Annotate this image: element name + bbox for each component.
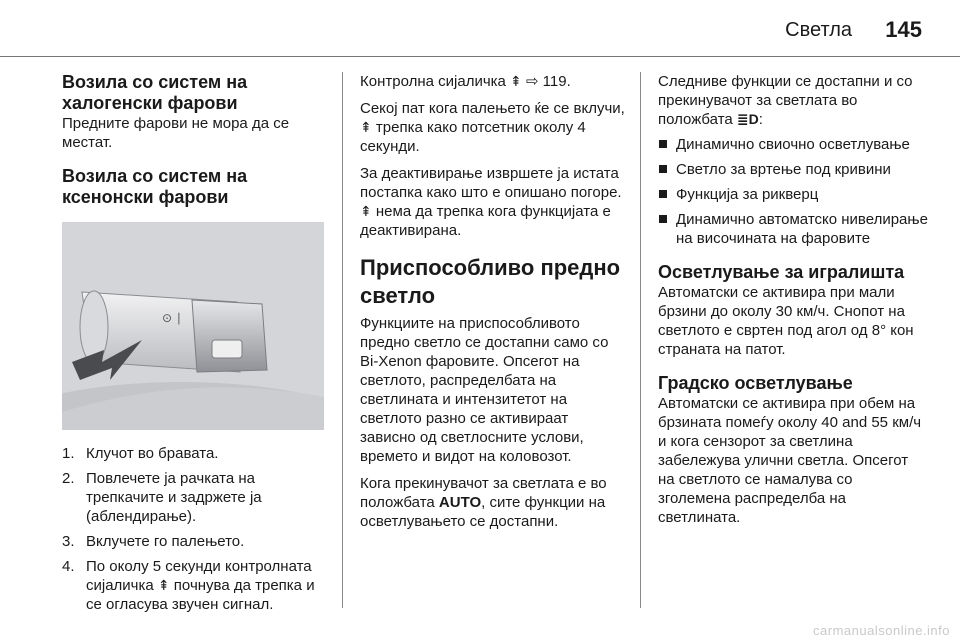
list-item: Динамично автоматско нивелирање на височината на фаровите — [658, 210, 928, 248]
bullet-icon — [659, 215, 667, 223]
step-2: 2. Повлечете ја рачката на трепкачите и задржете ја (аблендирање). — [62, 470, 262, 525]
column-middle — [360, 72, 628, 531]
paragraph-adaptive-intro: Функциите на приспособливото предно светло се достапни само со Bi-Xenon фаровите. Опсегот на светлото, распределбата на светлината и интензитетот на светлото разно се активираат зависно од светлосните услови, времето и видот на коловозот. — [360, 315, 609, 465]
low-beam-icon: ≣D — [736, 111, 759, 127]
illustration-lever — [62, 222, 324, 430]
column-right — [658, 72, 928, 527]
auto-label: AUTO — [438, 494, 482, 511]
step-1: 1. Клучот во бравата. — [62, 445, 219, 462]
bullet-icon — [659, 165, 667, 173]
heading-city-lighting: Градско осветлување — [658, 373, 853, 393]
bullet-icon — [659, 190, 667, 198]
procedure-steps — [62, 444, 324, 614]
column-divider-1 — [342, 72, 343, 608]
step-3: 3. Вклучете го палењето. — [62, 533, 245, 550]
paragraph-playground-lighting: Автоматски се активира при мали брзини до околу 30 км/ч. Снопот на светлото е свртен под агол од 8° кон страната на патот. — [658, 284, 914, 358]
heading-xenon: Возила со систем на ксенонски фарови — [62, 166, 248, 207]
heading-adaptive-light: Приспособливо предно светло — [360, 255, 621, 308]
column-divider-2 — [640, 72, 641, 608]
lever-illustration-svg — [62, 222, 324, 430]
headlight-range-icon: ⇞ — [157, 577, 170, 593]
column-left — [62, 72, 324, 620]
list-item: Светло за вртење под кривини — [658, 160, 928, 179]
paragraph-halogen: Предните фарови не мора да се местат. — [62, 115, 290, 151]
paragraph-functions-intro: Следниве функции се достапни и со прекинувачот за светлата во положбата ≣D: — [658, 73, 913, 128]
page-number: 145 — [885, 17, 922, 42]
headlight-range-icon: ⇞ — [510, 73, 522, 89]
paragraph-auto-position: Кога прекинувачот за светлата е во положбата AUTO, сите функции на осветлувањето се достапни. — [360, 475, 607, 530]
list-item: Функција за рикверц — [658, 185, 928, 204]
list-item: Динамично свиочно осветлување — [658, 135, 928, 154]
watermark: carmanualsonline.info — [813, 623, 950, 638]
paragraph-deactivate: За деактивирање извршете ја истата постапка како што е опишано погоре. ⇞ нема да трепка кога функцијата е деактивирана. — [360, 165, 622, 239]
headlight-range-icon: ⇞ — [360, 203, 372, 219]
functions-list — [658, 135, 928, 248]
heading-halogen: Возила со систем на халогенски фарови — [62, 72, 248, 113]
heading-playground-lighting: Осветлување за игралишта — [658, 262, 905, 282]
step-4: 4. По околу 5 секунди контролната сијаличка ⇞ почнува да трепка и се огласува звучен сигнал. — [62, 558, 315, 613]
header-rule — [0, 56, 960, 57]
page-footer — [0, 618, 960, 642]
chapter-title: Светла — [785, 19, 852, 41]
svg-text:⊙ ∣: ⊙ ∣ — [162, 311, 182, 325]
paragraph-reminder: Секој пат кога палењето ќе се вклучи, ⇞ трепка како потсетник околу 4 секунди. — [360, 100, 625, 155]
paragraph-city-lighting: Автоматски се активира при обем на брзината помеѓу околу 40 and 55 км/ч и кога сензорот за светлина забележува улични светла. Опсегот на светлото се намалува со зголемена распределба на светлината. — [658, 395, 922, 526]
headlight-range-icon: ⇞ — [360, 119, 372, 135]
bullet-icon — [659, 140, 667, 148]
page-reference: ⇨ 119. — [521, 73, 571, 90]
paragraph-control-lamp: Контролна сијаличка ⇞ ⇨ 119. — [360, 73, 571, 90]
page-header — [0, 0, 960, 50]
